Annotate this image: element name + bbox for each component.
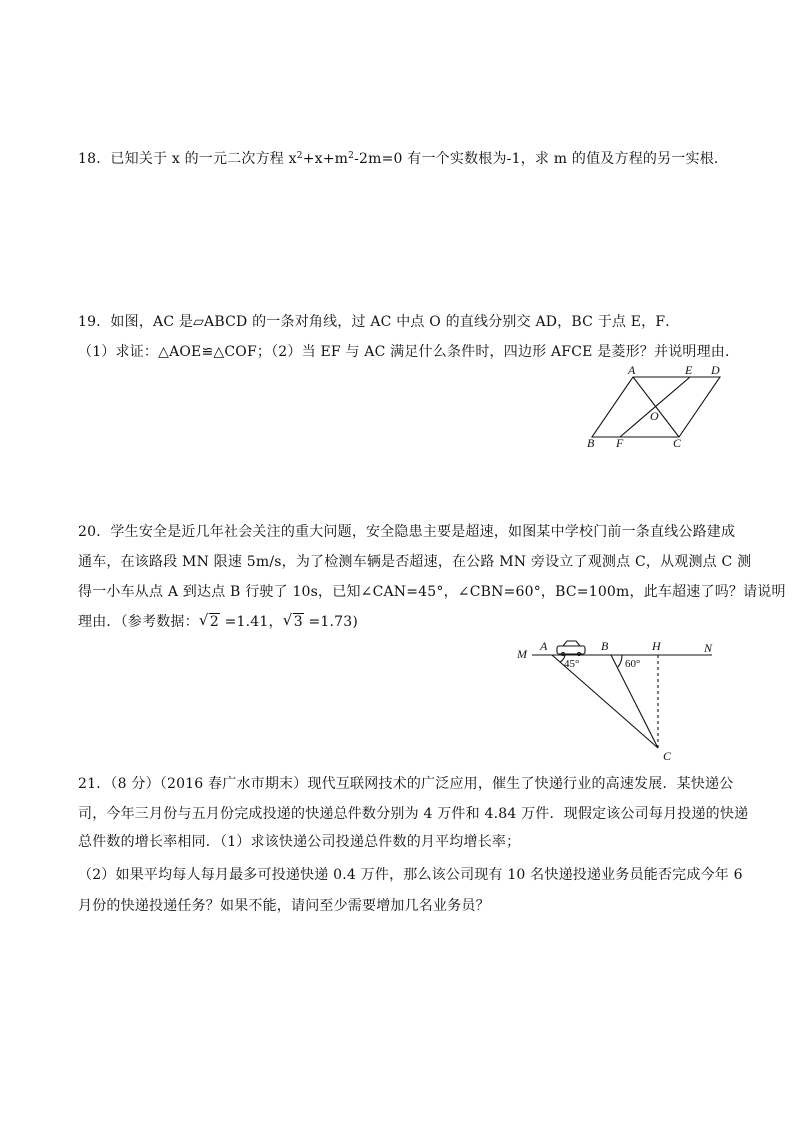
q20-text-part: 理由．（参考数据： — [78, 614, 199, 630]
q18-exponent: 2 — [348, 151, 355, 161]
q18-exponent: 2 — [296, 151, 303, 161]
q21-line-5: 月份的快递投递任务？如果不能，请问至少需要增加几名业务员？ — [78, 898, 490, 914]
angle-label-60: 60° — [625, 658, 641, 670]
label-f: F — [616, 436, 624, 450]
segment-ef — [620, 377, 690, 437]
label-b: B — [587, 436, 595, 450]
q21-line-1: 21．（8 分）（2016 春广水市期末）现代互联网技术的广泛应用，催生了快递行业的高速发展．某快递公 — [78, 776, 734, 792]
q21-line-2: 司，今年三月份与五月份完成投递的快递总件数分别为 4 万件和 4.84 万件．现假定该公司每月投递的快递 — [78, 806, 749, 822]
q18-text-part: -2m=0 有一个实数根为-1，求 m 的值及方程的另一实根． — [354, 151, 729, 167]
sqrt-radicand: 3 — [293, 614, 303, 630]
label-o: O — [650, 409, 659, 423]
label-h: H — [652, 639, 661, 653]
q20-line-2: 通车，在该路段 MN 限速 5m/s，为了检测车辆是否超速，在公路 MN 旁设立了观测点 C，从观测点 C 测 — [78, 554, 752, 570]
road-figure — [512, 636, 722, 766]
q20-line-1: 20．学生安全是近几年社会关注的重大问题，安全隐患主要是超速，如图某中学校门前一条直线公路建成 — [78, 524, 736, 540]
label-a: A — [628, 363, 636, 377]
q18-text — [78, 150, 728, 168]
car-icon — [557, 641, 585, 656]
label-d: D — [711, 363, 720, 377]
q20-line-4 — [78, 613, 358, 631]
q20-line-3: 得一小车从点 A 到达点 B 行驶了 10s，已知∠CAN=45°，∠CBN=60°，BC=100m，此车超速了吗？请说明 — [78, 584, 786, 600]
q19-line-1: 19．如图，AC 是▱ABCD 的一条对角线，过 AC 中点 O 的直线分别交 AD，BC 于点 E，F． — [78, 314, 680, 330]
parallelogram-figure — [580, 362, 730, 452]
label-e: E — [685, 363, 693, 377]
q18-text-part: +x+m — [302, 151, 349, 167]
sqrt-radicand: 2 — [209, 614, 219, 630]
label-a: A — [540, 639, 548, 653]
sqrt-symbol — [199, 613, 220, 631]
angle-label-45: 45° — [564, 658, 580, 670]
q20-text-part: =1.41， — [219, 614, 283, 630]
label-n: N — [704, 641, 713, 655]
label-m: M — [517, 647, 527, 661]
angle-arc-b — [618, 655, 622, 667]
label-c: C — [673, 436, 682, 450]
q21-line-3: 总件数的增长率相同．（1）求该快递公司投递总件数的月平均增长率； — [78, 834, 521, 850]
q20-text-part: =1.73) — [303, 614, 359, 630]
diagonal-ac — [633, 377, 679, 437]
q21-line-4: （2）如果平均每人每月最多可投递快递 0.4 万件，那么该公司现有 10 名快递投递业务员能否完成今年 6 — [78, 867, 743, 883]
label-c: C — [663, 749, 672, 763]
q18-text-part: 18．已知关于 x 的一元二次方程 x — [78, 151, 297, 167]
sqrt-symbol — [283, 613, 304, 631]
label-b: B — [601, 639, 609, 653]
q19-line-2: （1）求证：△AOE≌△COF；（2）当 EF 与 AC 满足什么条件时，四边形 AFCE 是菱形？并说明理由． — [78, 344, 740, 360]
